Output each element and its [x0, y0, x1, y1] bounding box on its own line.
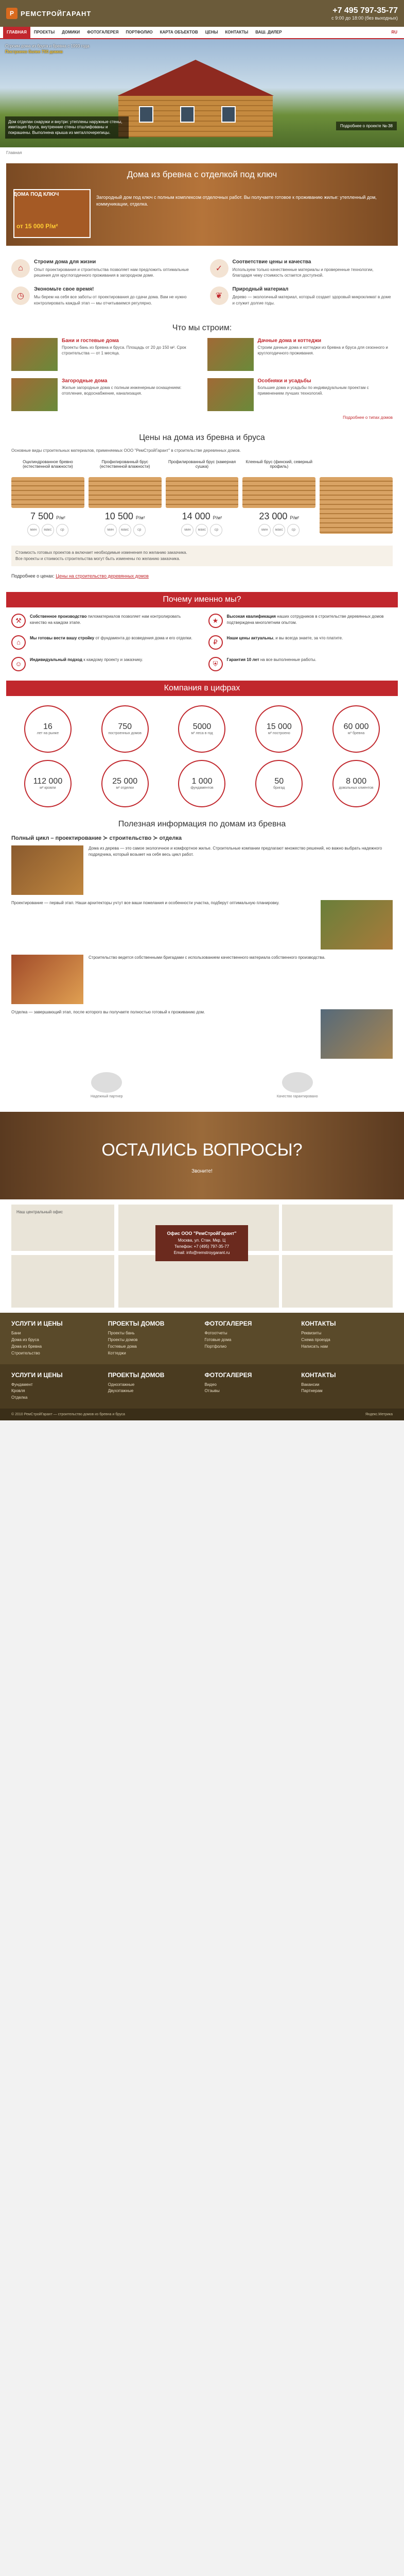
- hero-text: Загородный дом под ключ с полным комплексом отделочных работ. Вы получаете готовое к проживанию жилье: утепленный дом, коммуникации, отделка.: [96, 195, 377, 207]
- price-item-name: Оцилиндрованное бревно (естественной влажности): [23, 459, 73, 469]
- footer-col-title[interactable]: ФОТОГАЛЕРЕЯ: [204, 1371, 252, 1379]
- build-photo: [207, 378, 254, 411]
- build-section-title: Что мы строим:: [172, 323, 232, 332]
- why-text: [30, 614, 196, 628]
- nav-item-contacts[interactable]: КОНТАКТЫ: [225, 30, 249, 35]
- stat-label: бригад: [273, 786, 285, 790]
- build-item-text: Строим дачные дома и коттеджи из бревна и бруса для сезонного и круглогодичного проживания.: [257, 345, 388, 355]
- price-item-name: Профилированный брус (камерная сушка): [168, 459, 236, 469]
- why-item: [208, 614, 393, 628]
- price-note: Стоимость готовых проектов а включает необходимые изменения по желанию заказчика.: [15, 550, 187, 555]
- medal-icon: ★: [208, 614, 223, 628]
- stat-num: 112 000: [33, 776, 63, 786]
- price-item-material-photo: [320, 460, 393, 536]
- stat-num: 750: [118, 722, 132, 731]
- feature-text: Используем только качественные материалы и проверенные технологии, благодаря чему стоимость остается доступной.: [232, 267, 374, 278]
- why-bold: Собственное производство: [30, 614, 87, 619]
- footer-link[interactable]: Фотоотчеты: [204, 1331, 227, 1336]
- clock-icon: ◷: [11, 286, 30, 305]
- stat-num: 60 000: [343, 722, 369, 731]
- price-item-name: Клееный брус (финский, северный профиль): [245, 459, 312, 469]
- why-bold: Высокая квалификация: [226, 614, 276, 619]
- footer-link[interactable]: Написать нам: [301, 1344, 328, 1349]
- footer-link[interactable]: Двухэтажные: [108, 1388, 134, 1394]
- footer-col-title[interactable]: ПРОЕКТЫ ДОМОВ: [108, 1320, 165, 1328]
- price-item-name: Профилированный брус (естественной влажности): [99, 459, 150, 469]
- build-item-text: Большие дома и усадьбы по индивидуальным проектам с применением лучших технологий.: [257, 385, 369, 396]
- banner-more-link[interactable]: Подробнее о проекте №-38: [336, 122, 397, 130]
- material-image: [11, 477, 84, 508]
- price-value: [11, 511, 84, 522]
- price-tag[interactable]: ср: [210, 524, 222, 536]
- header-contacts: [331, 6, 398, 21]
- footer-col: [205, 1371, 296, 1401]
- material-image: [242, 477, 315, 508]
- feature-item: [11, 286, 195, 306]
- price-item-name: [320, 460, 393, 477]
- material-image: [166, 477, 239, 508]
- breadcrumb[interactable]: Главная: [6, 150, 22, 155]
- article-row: [11, 900, 393, 950]
- banner-promo: [5, 43, 90, 55]
- footer-link[interactable]: Видео: [204, 1382, 217, 1387]
- price-notes: [11, 546, 393, 566]
- price-tag[interactable]: макс: [119, 524, 131, 536]
- factory-icon: ⚒: [11, 614, 26, 628]
- stat-circle: [178, 760, 225, 807]
- material-image: [320, 477, 393, 534]
- price-tag[interactable]: мин: [104, 524, 117, 536]
- why-rest: на все выполненные работы.: [259, 657, 317, 662]
- nav-item-home[interactable]: ГЛАВНАЯ: [3, 27, 30, 38]
- price-item: [11, 460, 84, 536]
- article-photo: [11, 955, 83, 1004]
- price-tags: [89, 524, 162, 536]
- logo[interactable]: [6, 8, 91, 19]
- price-row: [0, 453, 404, 543]
- house-roof: [98, 60, 293, 96]
- price-tag[interactable]: макс: [273, 524, 285, 536]
- map-road: [114, 1205, 118, 1308]
- article-paragraph: Строительство ведется собственными бригадами с использованием качественного материала собственного производства.: [89, 955, 326, 960]
- build-more-link[interactable]: Подробнее о типах домов: [343, 415, 393, 420]
- leaf-icon: ❦: [210, 286, 229, 305]
- price-value-number: 23 000: [259, 511, 288, 521]
- footer-link[interactable]: Одноэтажные: [108, 1382, 135, 1387]
- footer-col: [108, 1320, 200, 1357]
- footer-link[interactable]: Кровля: [11, 1388, 25, 1394]
- price-tag[interactable]: ср: [287, 524, 300, 536]
- article-photo: [321, 1009, 393, 1059]
- partners: [0, 1064, 404, 1107]
- footer-col: [11, 1371, 103, 1401]
- prices-intro: Основные виды строительных материалов, применяемых ООО "РемСтройГарант" в строительстве деревянных домов.: [11, 448, 241, 453]
- why-rest: к каждому проекту и заказчику.: [82, 657, 143, 662]
- stat-circle: [255, 760, 303, 807]
- footer-link[interactable]: Коттеджи: [108, 1350, 126, 1355]
- feature-text: Дерево — экологичный материал, который создает здоровый микроклимат в доме и служит долгие годы.: [232, 295, 391, 306]
- build-item-title[interactable]: Дачные дома и коттеджи: [257, 337, 322, 344]
- build-item-text: Проекты бань из бревна и бруса. Площадь от 20 до 150 м². Срок строительства — от 1 месяца.: [62, 345, 186, 355]
- price-value: [242, 511, 315, 522]
- feature-title: Соответствие цены и качества: [232, 259, 311, 265]
- price-value-number: 14 000: [182, 511, 210, 521]
- build-item-title[interactable]: Особняки и усадьбы: [257, 378, 311, 384]
- office-address: Москва, ул. Стан. Мкр. Ц: [178, 1238, 226, 1243]
- main-banner: [0, 39, 404, 147]
- stat-circle: [332, 705, 380, 753]
- stat-num: 16: [43, 722, 52, 731]
- why-item: [11, 635, 196, 650]
- house-window: [180, 106, 195, 123]
- footer-link[interactable]: Строительство: [11, 1350, 40, 1355]
- hero-section: [6, 163, 398, 246]
- price-unit: Р/м²: [135, 515, 145, 520]
- house-icon: ⌂: [11, 259, 30, 278]
- stat-circle: [24, 705, 72, 753]
- stat-label: м² кровли: [40, 786, 56, 790]
- footer-col-title[interactable]: УСЛУГИ И ЦЕНЫ: [11, 1371, 63, 1379]
- partner-item[interactable]: [65, 1072, 148, 1098]
- why-item: [11, 614, 196, 628]
- stat-num: 1 000: [191, 776, 213, 786]
- footer-col: [205, 1320, 296, 1357]
- feature-text: Опыт проектирования и строительства позволяет нам предложить оптимальные решения для круглогодичного проживания в загородном доме.: [34, 267, 189, 278]
- footer-col-title[interactable]: УСЛУГИ И ЦЕНЫ: [11, 1320, 63, 1328]
- build-item[interactable]: [207, 378, 393, 411]
- why-item: [208, 657, 393, 671]
- footer-link[interactable]: Проекты домов: [108, 1337, 138, 1343]
- footer-col: [301, 1371, 393, 1401]
- footer-link[interactable]: Дома из бревна: [11, 1344, 42, 1349]
- price-value: [166, 511, 239, 522]
- footer-col-title[interactable]: ПРОЕКТЫ ДОМОВ: [108, 1371, 165, 1379]
- footer-col: [11, 1320, 103, 1357]
- footer-link[interactable]: Реквизиты: [301, 1331, 322, 1336]
- user-icon: ☺: [11, 657, 26, 671]
- price-tags: [166, 524, 239, 536]
- why-bold: Гарантия 10 лет: [226, 657, 259, 662]
- feature-text: Мы берем на себя все заботы от проектирования до сдачи дома. Вам не нужно контролировать каждый этап — мы отчитываемся регулярно.: [34, 295, 187, 306]
- stat-circle: [24, 760, 72, 807]
- questions-banner: [0, 1112, 404, 1199]
- price-value-number: 10 500: [104, 511, 133, 521]
- footer-col: [301, 1320, 393, 1357]
- features-grid: [0, 251, 404, 314]
- partner-item[interactable]: [256, 1072, 339, 1098]
- build-item[interactable]: [11, 338, 197, 371]
- questions-title: ОСТАЛИСЬ ВОПРОСЫ?: [101, 1140, 303, 1160]
- nav-item-prices[interactable]: ЦЕНЫ: [205, 30, 218, 35]
- partner-name: Качество гарантировано: [276, 1095, 318, 1099]
- why-rest: , и вы всегда знаете, за что платите.: [273, 635, 343, 640]
- price-item: [166, 460, 239, 536]
- stats-grid: [0, 702, 404, 810]
- build-grid: [0, 338, 404, 411]
- stat-circle: [101, 760, 149, 807]
- price-item: [242, 460, 315, 536]
- price-detail-prefix: Подробнее о ценах:: [11, 573, 55, 579]
- feature-title: Экономьте свое время!: [34, 286, 94, 293]
- ruble-icon: ₽: [208, 635, 223, 650]
- footer-link[interactable]: Отзывы: [204, 1388, 220, 1394]
- stat-label: м² построено: [268, 731, 290, 735]
- footer-secondary: [0, 1364, 404, 1409]
- stat-num: 50: [274, 776, 284, 786]
- hero-card-title: ДОМА ПОД КЛЮЧ: [13, 192, 59, 197]
- build-item-text: Жилые загородные дома с полным инженерным оснащением: отопление, водоснабжение, канализация.: [62, 385, 182, 396]
- article-subtitle: Полный цикл – проектирование ≻ строительство ≻ отделка: [11, 835, 182, 841]
- stat-label: фундаментов: [190, 786, 214, 790]
- footer-link[interactable]: Отделка: [11, 1395, 28, 1400]
- price-detail-link[interactable]: Цены на строительство деревянных домов: [56, 573, 149, 579]
- stat-circle: [101, 705, 149, 753]
- map-road: [279, 1205, 282, 1308]
- office-map[interactable]: [11, 1205, 393, 1308]
- house-window: [221, 106, 236, 123]
- price-note: Все проекты и стоимость строительства могут быть изменены по желанию заказчика.: [15, 556, 181, 561]
- why-text: [30, 657, 143, 671]
- stat-label: довольных клиентов: [339, 786, 374, 790]
- footer-link[interactable]: Портфолио: [204, 1344, 227, 1349]
- nav-item-dealer[interactable]: ВАШ. ДИЛЕР: [255, 30, 282, 35]
- footer-link[interactable]: Фундамент: [11, 1382, 33, 1387]
- build-item-title[interactable]: Бани и гостевые дома: [62, 337, 119, 344]
- feature-item: [210, 286, 393, 306]
- stat-num: 8 000: [346, 776, 367, 786]
- price-unit: Р/м²: [213, 515, 222, 520]
- price-detail: [0, 569, 404, 583]
- article-paragraph: Проектирование — первый этап. Наши архитекторы учтут все ваши пожелания и особенности участка, подберут оптимальную планировку.: [11, 901, 279, 906]
- price-unit: Р/м²: [56, 515, 65, 520]
- banner-promo-line-2: Построено более 750 домов: [5, 49, 63, 55]
- build-photo: [11, 338, 58, 371]
- article-photo: [321, 900, 393, 950]
- article-section-title: Полезная информация по домам из бревна: [118, 819, 286, 828]
- map-label: Наш центральный офис: [16, 1210, 63, 1215]
- nav-item-portfolio[interactable]: ПОРТФОЛИО: [126, 30, 153, 35]
- why-item: [208, 635, 393, 650]
- why-rest: наших сотрудников в строительстве деревянных домов подтверждена многолетним опытом.: [226, 614, 384, 625]
- check-icon: ✓: [210, 259, 229, 278]
- metrika-counter[interactable]: Яндекс.Метрика: [365, 1413, 393, 1417]
- article-row: [11, 1009, 393, 1059]
- build-item-title[interactable]: Загородные дома: [62, 378, 108, 384]
- price-tag[interactable]: мин: [181, 524, 194, 536]
- price-tags: [11, 524, 84, 536]
- shield-icon: ⛨: [208, 657, 223, 671]
- price-tags: [242, 524, 315, 536]
- why-section-title: Почему именно мы?: [6, 592, 398, 607]
- logo-text: РЕМСТРОЙГАРАНТ: [21, 9, 92, 18]
- price-tag[interactable]: мин: [27, 524, 40, 536]
- price-tag[interactable]: ср: [133, 524, 146, 536]
- footer-link[interactable]: Бани: [11, 1331, 21, 1336]
- price-value-number: 7 500: [30, 511, 54, 521]
- why-text: [227, 657, 317, 671]
- footer-link[interactable]: Проекты бань: [108, 1331, 135, 1336]
- stat-circle: [178, 705, 225, 753]
- header-hours: с 9:00 до 18:00 (без выходных): [331, 15, 398, 21]
- article-paragraph: Отделка — завершающий этап, после которого вы получаете полностью готовый к проживанию дом.: [11, 1010, 205, 1015]
- feature-title: Строим дома для жизни: [34, 259, 96, 265]
- stat-circle: [255, 705, 303, 753]
- article-paragraph: Дома из дерева — это самое экологичное и комфортное жилье. Строительные компании предлагают множество решений, но важно выбрать надежного подрядчика, который возьмет на себя весь цикл работ.: [89, 846, 382, 857]
- article-row: [11, 955, 393, 1004]
- why-text: [30, 635, 192, 650]
- nav-lang[interactable]: RU: [391, 30, 397, 35]
- logo-mark-icon: Р: [6, 8, 17, 19]
- footer-col-title[interactable]: КОНТАКТЫ: [301, 1320, 336, 1328]
- stat-label: м³ бревна: [347, 731, 365, 735]
- stat-circle: [332, 760, 380, 807]
- partner-logo: [91, 1072, 122, 1093]
- why-text: [227, 635, 343, 650]
- nav-item-projects[interactable]: ПРОЕКТЫ: [33, 30, 55, 35]
- footer-col-title[interactable]: ФОТОГАЛЕРЕЯ: [204, 1320, 252, 1328]
- partner-name: Надежный партнер: [90, 1095, 123, 1099]
- office-card: [155, 1225, 248, 1261]
- footer-primary: [0, 1313, 404, 1364]
- stat-num: 5000: [192, 722, 212, 731]
- why-rest: пиломатериалов позволяет нам контролировать качество на каждом этапе.: [30, 614, 181, 625]
- page-title: Дома из бревна с отделкой под ключ: [127, 170, 277, 179]
- stat-label: м³ леса в год: [191, 731, 213, 735]
- build-photo: [207, 338, 254, 371]
- nav-item-houses[interactable]: ДОМИКИ: [62, 30, 80, 35]
- banner-promo-line-1: Строим дома из бруса и бревна с 1993 года: [5, 44, 90, 48]
- feature-item: [11, 259, 195, 278]
- price-tag[interactable]: ср: [56, 524, 68, 536]
- footer-link[interactable]: Вакансии: [301, 1382, 320, 1387]
- article-row: [11, 845, 393, 895]
- stat-label: м² отделки: [116, 786, 134, 790]
- build-photo: [11, 378, 58, 411]
- header-phone[interactable]: +7 495 797-35-77: [332, 6, 398, 15]
- office-phone[interactable]: Телефон: +7 (495) 797-35-77: [174, 1244, 230, 1249]
- price-tag[interactable]: мин: [258, 524, 271, 536]
- why-item: [11, 657, 196, 671]
- price-unit: Р/м²: [290, 515, 300, 520]
- why-bold: Мы готовы вести вашу стройку: [30, 635, 95, 640]
- stat-label: построенных домов: [108, 731, 142, 735]
- why-rest: от фундамента до возведения дома и его отделки.: [94, 635, 192, 640]
- footer-col-title[interactable]: КОНТАКТЫ: [301, 1371, 336, 1379]
- top-header: [0, 0, 404, 27]
- article: [0, 834, 404, 1059]
- banner-caption: Дом отделан снаружи и внутри: утеплены наружные стены, имитация бруса, внутренние стены отшлифованы и покрашены. Выполнена крыша из металлочерепицы.: [5, 116, 129, 139]
- why-text: [227, 614, 393, 628]
- stat-num: 25 000: [112, 776, 138, 786]
- nav-item-gallery[interactable]: ФОТОГАЛЕРЕЯ: [87, 30, 119, 35]
- footer-link[interactable]: Схема проезда: [301, 1337, 330, 1343]
- nav-item-map[interactable]: КАРТА ОБЪЕКТОВ: [160, 30, 198, 35]
- price-tag[interactable]: макс: [196, 524, 208, 536]
- office-title: Офис ООО "РемСтройГарант": [167, 1231, 237, 1236]
- hero-price: от 15 000 Р/м²: [16, 223, 58, 230]
- stat-num: 15 000: [266, 722, 292, 731]
- footer-link[interactable]: Дома из бруса: [11, 1337, 39, 1343]
- building-icon: ⌂: [11, 635, 26, 650]
- feature-item: [210, 259, 393, 278]
- why-grid: [0, 614, 404, 671]
- price-item: [89, 460, 162, 536]
- questions-call[interactable]: Звоните!: [191, 1168, 213, 1175]
- footer-link[interactable]: Готовые дома: [204, 1337, 232, 1343]
- house-window: [139, 106, 153, 123]
- why-bold: Индивидуальный подход: [30, 657, 82, 662]
- price-tag[interactable]: макс: [42, 524, 54, 536]
- article-photo: [11, 845, 83, 895]
- copyright-bar: [0, 1409, 404, 1420]
- prices-section-title: Цены на дома из бревна и бруса: [139, 433, 265, 442]
- material-image: [89, 477, 162, 508]
- price-value: [89, 511, 162, 522]
- build-item[interactable]: [11, 378, 197, 411]
- stat-label: лет на рынке: [37, 731, 59, 735]
- feature-title: Природный материал: [232, 286, 289, 293]
- office-email[interactable]: Email: info@remstroygarant.ru: [173, 1250, 230, 1255]
- footer-col: [108, 1371, 200, 1401]
- stats-section-title: Компания в цифрах: [6, 681, 398, 696]
- footer-link[interactable]: Партнерам: [301, 1388, 323, 1394]
- main-nav: [0, 27, 404, 39]
- footer-link[interactable]: Гостевые дома: [108, 1344, 137, 1349]
- partner-logo: [282, 1072, 313, 1093]
- build-item[interactable]: [207, 338, 393, 371]
- copyright-text: © 2010 РемСтройГарант — строительство домов из бревна и бруса: [11, 1413, 125, 1417]
- why-bold: Наши цены актуальны: [226, 635, 273, 640]
